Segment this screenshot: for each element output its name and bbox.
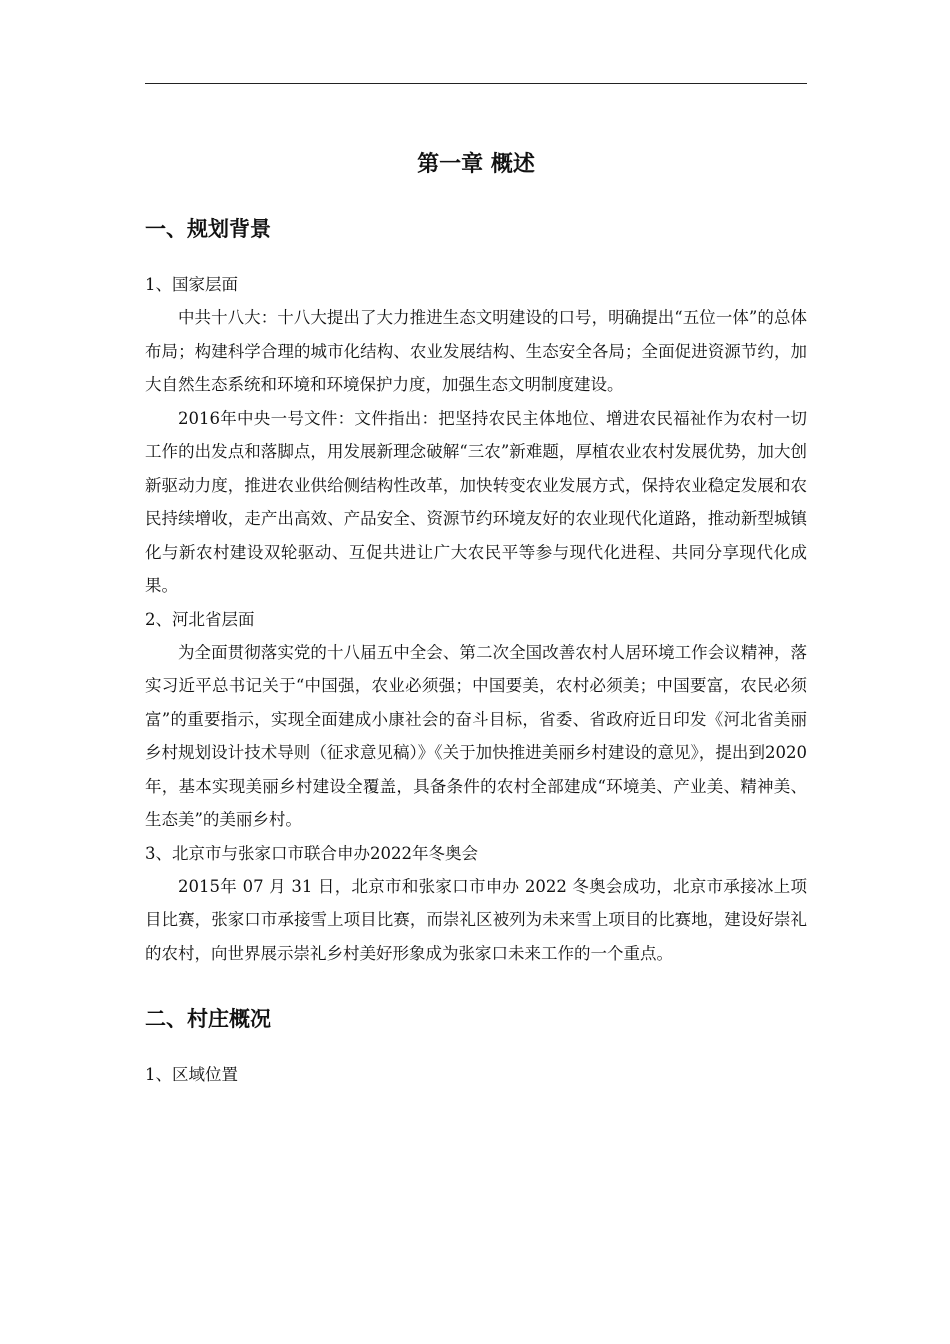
paragraph-18th-congress: 中共十八大：十八大提出了大力推进生态文明建设的口号，明确提出“五位一体”的总体布局；构建科学合理的城市化结构、农业发展结构、生态安全各局；全面促进资源节约，加大自然生态系统和环境和环境保护力度，加强生态文明制度建设。 <box>145 308 807 394</box>
section-title-background: 一、规划背景 <box>145 216 271 241</box>
paragraph-hebei: 为全面贯彻落实党的十八届五中全会、第二次全国改善农村人居环境工作会议精神，落实习近平总书记关于“中国强，农业必须强；中国要美，农村必须美；中国要富，农民必须富”的重要指示，实现全面建成小康社会的奋斗目标，省委、省政府近日印发《河北省美丽乡村规划设计技术导则（征求意见稿）》《关于加快推进美丽乡村建设的意见》，提出到2020年，基本实现美丽乡村建设全覆盖，具备条件的农村全部建成“环境美、产业美、精神美、生态美”的美丽乡村。 <box>145 642 807 829</box>
subsection-heading-hebei: 2、河北省层面 <box>145 609 255 629</box>
subsection-heading-location: 1、区域位置 <box>145 1065 238 1084</box>
paragraph-2016-document: 2016年中央一号文件：文件指出：把坚持农民主体地位、增进农民福祉作为农村一切工作的出发点和落脚点，用发展新理念破解“三农”新难题，厚植农业农村发展优势，加大创新驱动力度，推进农业供给侧结构性改革，加快转变农业发展方式，保持农业稳定发展和农民持续增收，走产出高效、产品安全、资源节约环境友好的农业现代化道路，推动新型城镇化与新农村建设双轮驱动、互促共进让广大农民平等参与现代化进程、共同分享现代化成果。 <box>145 408 807 595</box>
header-rule <box>145 83 807 84</box>
subsection-heading-olympics: 3、北京市与张家口市联合申办2022年冬奥会 <box>145 843 478 863</box>
page-content <box>145 140 807 1091</box>
chapter-title: 第一章 概述 <box>417 151 535 177</box>
subsection-heading-national: 1、国家层面 <box>145 275 238 294</box>
section-title-village-overview: 二、村庄概况 <box>145 1006 271 1031</box>
paragraph-olympics: 2015年 07 月 31 日，北京市和张家口市申办 2022 冬奥会成功，北京市承接冰上项目比赛，张家口市承接雪上项目比赛，而崇礼区被列为未来雪上项目的比赛地，建设好崇礼的农村，向世界展示崇礼乡村美好形象成为张家口未来工作的一个重点。 <box>145 876 807 963</box>
